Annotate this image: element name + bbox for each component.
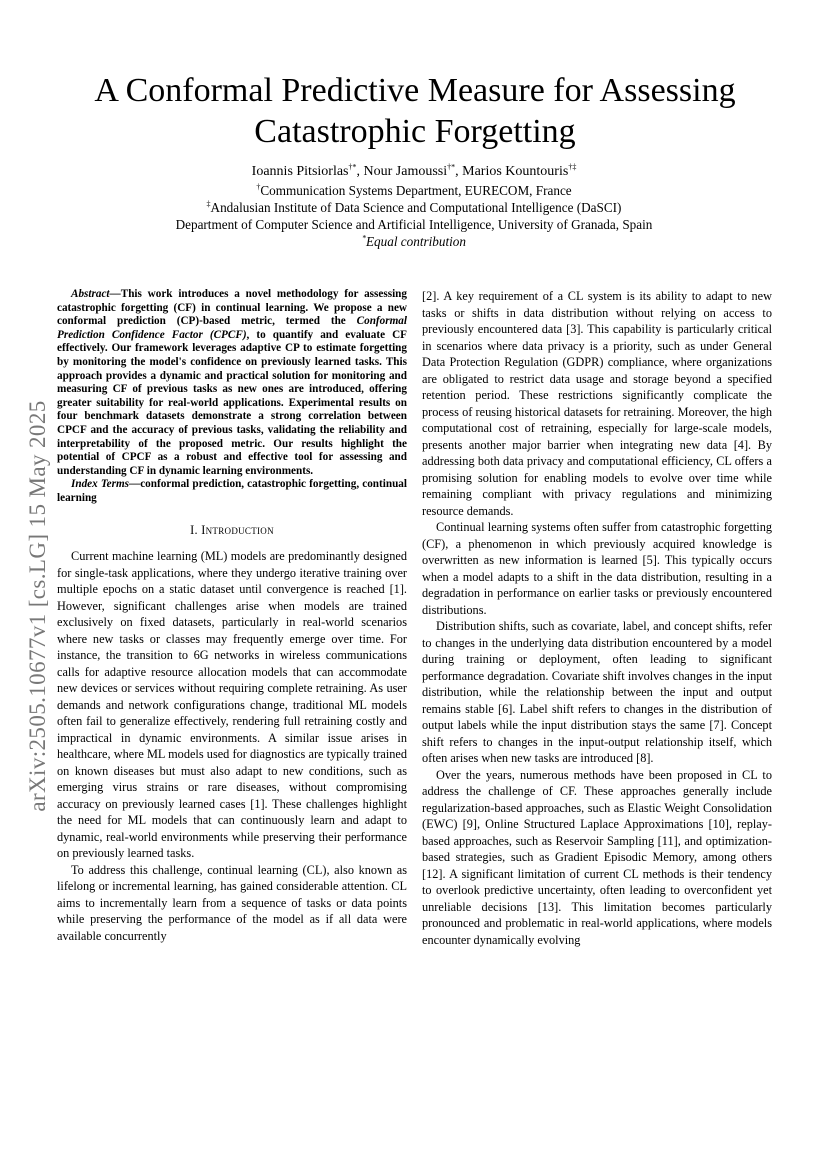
abstract: Abstract—This work introduces a novel methodology for assessing catastrophic forgetting (CF) in continual learning. We propose a new conformal prediction (CP)-based metric, termed the Conformal Prediction Confidence Factor (CPCF), to quantify and evaluate CF effectively. Our framework leverages adaptive CP to estimate forgetting by monitoring the model's confidence on previously learned tasks. This approach provides a dynamic and practical solution for monitoring and measuring CF of previous tasks as new ones are introduced, offering greater suitability for real-world applications. Experimental results on four benchmark datasets demonstrate a strong correlation between CPCF and the accuracy of previous tasks, validating the reliability and interpretability of the proposed metric. Our results highlight the potential of CPCF as a robust and effective tool for assessing and understanding CF in dynamic learning environments.: [57, 288, 407, 477]
author-block: [100, 163, 728, 250]
body-paragraph: Distribution shifts, such as covariate, label, and concept shifts, refer to changes in the underlying data distribution encountered by a model during training or deployment, often leading to significant performance degradation. Covariate shift involves changes in the input distribution, while the relationship between the input and output remains stable [6]. Label shift refers to changes in the distribution of output labels while the input distribution stays the same [7]. Concept shift refers to changes in the input-output relationship itself, which often arises when new tasks are introduced [8].: [422, 619, 772, 765]
author-name: Nour Jamoussi: [363, 164, 448, 179]
index-terms: Index Terms—conformal prediction, catastrophic forgetting, continual learning: [57, 478, 407, 504]
metric-name: Conformal Prediction Confidence Factor (CPCF): [57, 315, 407, 341]
body-paragraph: Continual learning systems often suffer from catastrophic forgetting (CF), a phenomenon in which previously acquired knowledge is overwritten as new information is learned [5]. This typically occurs when a model adapts to a shift in the data distribution, resulting in a degradation in performance on earlier tasks or previously encountered distributions.: [422, 520, 772, 617]
affiliation-1: †Communication Systems Department, EURECOM, France: [256, 182, 572, 198]
arxiv-identifier-stamp: arXiv:2505.10677v1 [cs.LG] 15 May 2025: [25, 400, 50, 812]
affiliation-3: Department of Computer Science and Artificial Intelligence, University of Granada, Spain: [175, 217, 653, 232]
index-terms-label: Index Terms: [71, 478, 130, 491]
author-name: Marios Kountouris: [462, 164, 569, 179]
body-paragraph: To address this challenge, continual learning (CL), also known as lifelong or incremental learning, has gained considerable attention. CL aims to incrementally learn from a sequence of tasks or data points while preserving the performance of the model as if all data were available concurrently: [57, 862, 407, 943]
body-paragraph: [2]. A key requirement of a CL system is its ability to adapt to new tasks or shifts in data distribution without relying on access to previously encountered data [3]. This capability is particularly critical in scenarios where data privacy is a priority, such as under General Data Protection Regulation (GDPR) compliance, where organizations are obligated to restrict data usage and storage beyond a specified retention period. These restrictions significantly complicate the process of reusing historical datasets for retraining. Moreover, the high computational cost of retraining, especially for large-scale models, presents another major barrier when integrating new data [4]. By addressing both data privacy and computational efficiency, CL offers a promising solution for enabling models to evolve over time while remaining compliant with privacy regulations and minimizing resource demands.: [422, 289, 772, 518]
author-marks: †‡: [568, 162, 577, 172]
affiliation-2: ‡Andalusian Institute of Data Science and Computational Intelligence (DaSCI): [206, 199, 622, 215]
body-paragraph: Over the years, numerous methods have been proposed in CL to address the challenge of CF. These approaches generally include regularization-based approaches, such as Elastic Weight Consolidation (EWC) [9], Online Structured Laplace Approximations [10], replay-based approaches, such as Reservoir Sampling [11], and optimization-based strategies, such as Gradient Episodic Memory, among others [12]. A significant limitation of current CL methods is their tendency to overlook predictive uncertainty, often leading to overconfident yet unreliable decisions [13]. This limitation becomes particularly pronounced and problematic in real-world applications, where models encounter dynamically evolving: [422, 767, 772, 947]
right-column: [422, 288, 772, 948]
author-marks: †*: [447, 162, 456, 172]
author-marks: †*: [348, 162, 357, 172]
body-paragraph: Current machine learning (ML) models are predominantly designed for single-task applications, where they undergo iterative training over multiple epochs on a static dataset until convergence is reached [1]. However, significant challenges arise when models are trained exclusively on fixed datasets, particularly in real-world scenarios where new tasks or classes may frequently emerge over time. For instance, the transition to 6G networks in wireless communications calls for adaptive resource allocation models that can accommodate new devices or services without requiring complete retraining. As user demands and network configurations change, traditional ML models often fail to generalize effectively, rendering full retraining costly and impractical in dynamic environments. A similar issue arises in healthcare, where ML models used for diagnostics are typically trained on known diseases but must also adapt to new conditions, such as emerging virus strains or rare diseases, without compromising accuracy on previously learned cases [1]. These challenges highlight the need for ML models that can continuously learn and adapt to dynamic, real-world environments while preserving their performance on previously learned tasks.: [57, 549, 407, 860]
section-heading-introduction: I. Introduction: [190, 522, 274, 537]
left-column: [57, 288, 407, 944]
paper-title: A Conformal Predictive Measure for Assessing Catastrophic Forgetting: [94, 72, 736, 150]
equal-contribution-note: *Equal contribution: [361, 233, 466, 249]
author-list: Ioannis Pitsiorlas†*, Nour Jamoussi†*, Marios Kountouris†‡: [251, 162, 577, 179]
author-name: Ioannis Pitsiorlas: [251, 164, 349, 179]
abstract-label: Abstract: [71, 288, 110, 300]
